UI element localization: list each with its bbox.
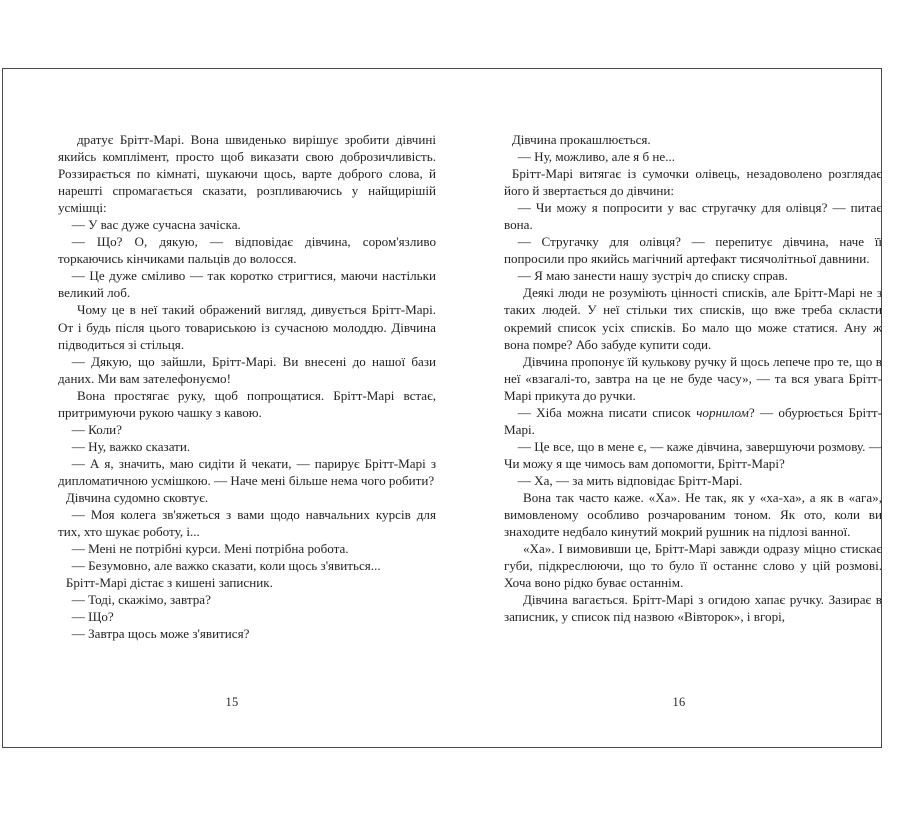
paragraph: Брітт-Марі дістає з кишені записник. <box>65 575 273 591</box>
paragraph: — Дякую, що зайшли, Брітт-Марі. Ви внесені до нашої бази даних. Ми вам зателефонуємо! <box>58 353 436 386</box>
paragraph: «Ха». І вимовивши це, Брітт-Марі завжди одразу міцно стискає губи, підкреслюючи, що то було її останнє слово у цій розмові. Хоча воно рідко буває останнім. <box>504 541 882 591</box>
text-before-italic: — Хіба можна писати список <box>517 404 697 420</box>
pages-container <box>3 69 881 747</box>
book-spread <box>2 68 882 748</box>
paragraph: — Ха, — за мить відповідає Брітт-Марі. <box>517 472 743 488</box>
page-number-left: 15 <box>225 695 239 709</box>
paragraph: — Ну, можливо, але я б не... <box>517 149 676 165</box>
paragraph: — Тоді, скажімо, завтра? <box>71 592 211 608</box>
paragraph: Чому це в неї такий ображений вигляд, дивується Брітт-Марі. От і будь після цього товариською із сучасною молоддю. Дівчина підводиться зі стільця. <box>58 302 436 352</box>
paragraph: — Це дуже сміливо — так коротко стригтися, маючи настільки великий лоб. <box>58 268 436 301</box>
page-right <box>442 69 881 747</box>
page-left-text-column <box>58 131 436 642</box>
paragraph: — Безумовно, але важко сказати, коли щось з'явиться... <box>71 558 381 574</box>
paragraph: — А я, значить, маю сидіти й чекати, — парирує Брітт-Марі з дипломатичною усмішкою. — Наче мені більше нема чого робити? <box>58 455 436 488</box>
page-left <box>3 69 442 747</box>
paragraph: — Завтра щось може з'явитися? <box>71 626 250 642</box>
paragraph: Дівчина судомно сковтує. <box>65 489 209 505</box>
paragraph: — Коли? <box>71 421 122 437</box>
paragraph: — У вас дуже сучасна зачіска. <box>71 217 241 233</box>
paragraph: — Це все, що в мене є, — каже дівчина, завершуючи розмову. — Чи можу я ще чимось вам допомогти, Брітт-Марі? <box>504 438 882 471</box>
paragraph: — Що? О, дякую, — відповідає дівчина, сором'язливо торкаючись кінчиками пальців до волосся. <box>58 234 436 267</box>
paragraph-with-italic <box>504 404 882 438</box>
paragraph: Вона так часто каже. «Ха». Не так, як у «ха-ха», а як в «ага», вимовленому особливо розчарованим тоном. Як ото, коли ви знаходите недбало кинутий мокрий рушник на підлозі ванної. <box>504 489 882 540</box>
paragraph: — Що? <box>71 609 114 625</box>
italic-word: чорнилом <box>696 404 749 420</box>
page-number-right: 16 <box>672 695 686 709</box>
paragraph: Вона простягає руку, щоб попрощатися. Брітт-Марі встає, притримуючи рукою чашку з кавою. <box>58 387 436 420</box>
paragraph: дратує Брітт-Марі. Вона швиденько вирішує зробити дівчині якийсь комплімент, просто щоб виказати свою доброзичливість. Роззирається по кімнаті, шукаючи щось, варте доброго слова, й нарешті спромагається сказати, розпливаючись у найщирішій усмішці: <box>58 132 436 216</box>
paragraph: Дівчина пропонує їй кулькову ручку й щось лепече про те, що в неї «взагалі-то, завтра на це не буде часу», — та вся увага Брітт-Марі прикута до ручки. <box>504 353 882 403</box>
page-right-text-column <box>504 131 882 625</box>
paragraph: Деякі люди не розуміють цінності списків, але Брітт-Марі не з таких людей. У неї стільки тих списків, що вже треба скласти окремий список усіх списків. Бо мало що може статися. Ану ж вона помре? Або забуде купити соди. <box>504 285 882 352</box>
text-after-italic: ? — обурюється Брітт-Марі. <box>504 404 882 437</box>
paragraph: Дівчина вагається. Брітт-Марі з огидою хапає ручку. Зазирає в записник, у список під назвою «Вівторок», і вгорі, <box>504 592 882 625</box>
paragraph: Дівчина прокашлюється. <box>511 132 651 147</box>
paragraph: — Я маю занести нашу зустріч до списку справ. <box>517 268 788 284</box>
paragraph: — Ну, важко сказати. <box>71 438 191 454</box>
paragraph: Брітт-Марі витягає із сумочки олівець, незадоволено розглядає його й звертається до дівчини: <box>504 166 882 199</box>
paragraph: — Моя колега зв'яжеться з вами щодо навчальних курсів для тих, хто шукає роботу, і... <box>58 507 436 540</box>
paragraph: — Чи можу я попросити у вас стругачку для олівця? — питає вона. <box>504 200 882 233</box>
paragraph: — Стругачку для олівця? — перепитує дівчина, наче її попросили про якийсь магічний артефакт тисячолітньої давнини. <box>504 234 882 267</box>
paragraph: — Мені не потрібні курси. Мені потрібна робота. <box>71 541 349 557</box>
